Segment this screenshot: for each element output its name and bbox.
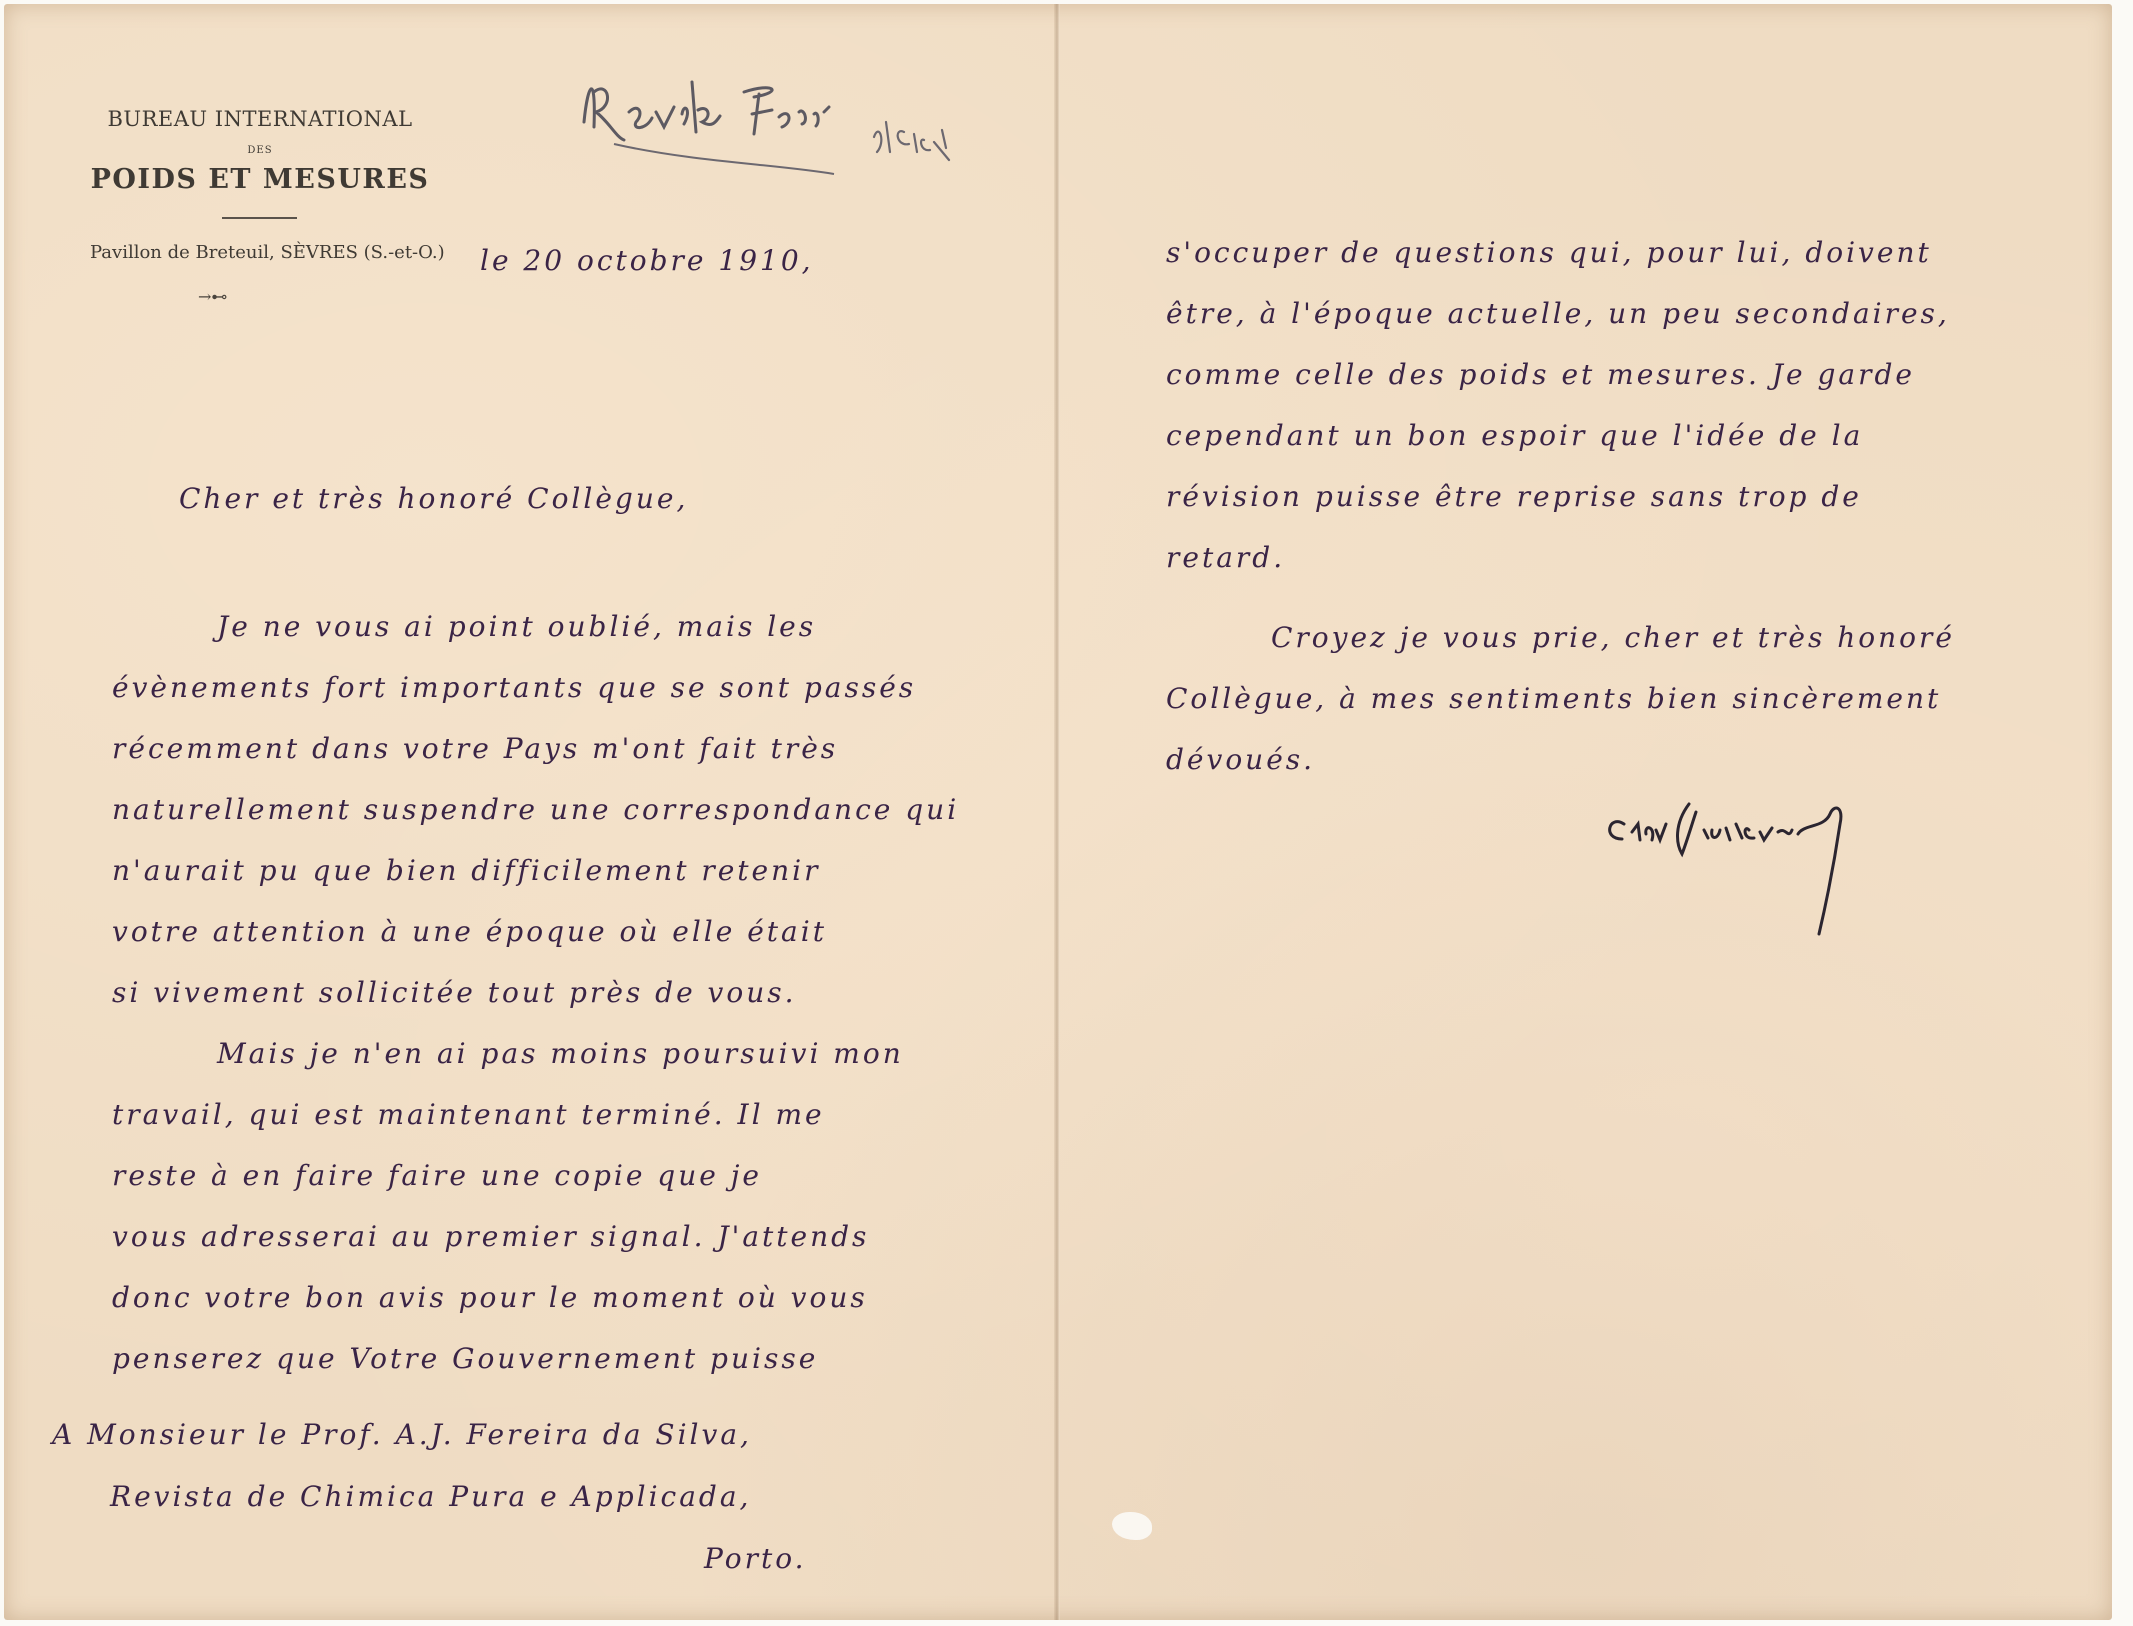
- body-line: comme celle des poids et mesures. Je garde: [1166, 358, 1915, 391]
- closing-line: Collègue, à mes sentiments bien sincèrement: [1166, 682, 1942, 715]
- address-line: Revista de Chimica Pura e Applicada,: [110, 1480, 752, 1513]
- handwritten-annotation: [574, 52, 1004, 212]
- letter-paper: [4, 4, 2112, 1620]
- letterhead-des: DES: [247, 145, 273, 156]
- letterhead-poids-et-mesures: POIDS ET MESURES: [90, 164, 430, 195]
- body-line: Je ne vous ai point oublié, mais les: [217, 610, 817, 643]
- paper-tear: [1112, 1512, 1152, 1540]
- body-line: votre attention à une époque où elle était: [112, 915, 827, 948]
- closing-line: dévoués.: [1166, 743, 1316, 776]
- letter-body-right: [1166, 222, 1950, 588]
- body-line: travail, qui est maintenant terminé. Il me: [112, 1098, 825, 1131]
- letter-body-left: [112, 596, 959, 1389]
- letter-date: le 20 octobre 1910,: [480, 244, 814, 277]
- body-line: naturellement suspendre une correspondance qui: [112, 793, 960, 826]
- closing-line: Croyez je vous prie, cher et très honoré: [1271, 621, 1955, 654]
- letterhead-flourish-icon: →⊷: [198, 287, 228, 306]
- body-line: être, à l'époque actuelle, un peu secondaires,: [1166, 297, 1950, 330]
- body-line: évènements fort importants que se sont passés: [112, 671, 917, 704]
- page-fold: [1054, 4, 1060, 1620]
- body-line: donc votre bon avis pour le moment où vous: [112, 1281, 868, 1314]
- letterhead-rule: [222, 217, 297, 219]
- letterhead-address: Pavillon de Breteuil, SÈVRES (S.-et-O.): [90, 242, 445, 263]
- body-line: cependant un bon espoir que l'idée de la: [1166, 419, 1864, 452]
- body-line: révision puisse être reprise sans trop de: [1166, 480, 1862, 513]
- body-line: récemment dans votre Pays m'ont fait très: [112, 732, 839, 765]
- body-line: reste à en faire faire une copie que je: [112, 1159, 762, 1192]
- body-line: s'occuper de questions qui, pour lui, doivent: [1166, 236, 1932, 269]
- body-line: n'aurait pu que bien difficilement retenir: [112, 854, 821, 887]
- body-line: penserez que Votre Gouvernement puisse: [112, 1342, 819, 1375]
- letterhead-bureau: BUREAU INTERNATIONAL: [107, 107, 413, 131]
- address-line: Porto.: [704, 1542, 807, 1575]
- body-line: vous adresserai au premier signal. J'attends: [112, 1220, 870, 1253]
- address-line: A Monsieur le Prof. A.J. Fereira da Silva,: [52, 1418, 752, 1451]
- handwritten-signature: [1594, 784, 2014, 954]
- letter-salutation: Cher et très honoré Collègue,: [179, 482, 689, 515]
- body-line: retard.: [1166, 541, 1286, 574]
- letter-address: [52, 1404, 806, 1590]
- body-line: Mais je n'en ai pas moins poursuivi mon: [217, 1037, 904, 1070]
- body-line: si vivement sollicitée tout près de vous.: [112, 976, 797, 1009]
- letter-closing: [1166, 607, 1955, 790]
